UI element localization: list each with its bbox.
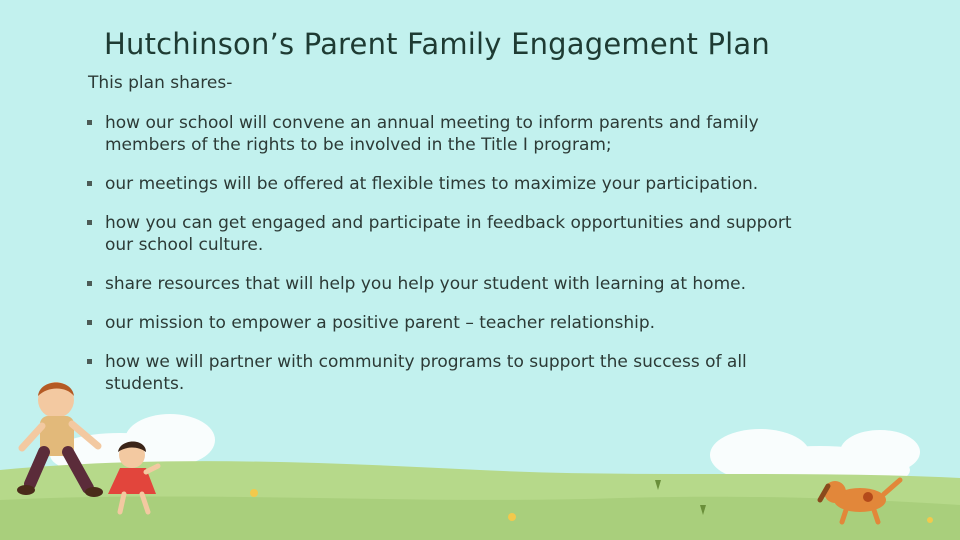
- bullet-icon: [87, 220, 92, 225]
- slide-title: Hutchinson’s Parent Family Engagement Plan: [104, 27, 770, 61]
- list-item: [86, 212, 816, 256]
- list-item: [86, 351, 816, 395]
- bullet-text: our mission to empower a positive parent – teacher relationship.: [105, 313, 656, 333]
- bullet-text: our meetings will be offered at flexible times to maximize your participation.: [105, 174, 759, 194]
- bullet-icon: [87, 281, 92, 286]
- bullet-list: [86, 112, 816, 412]
- bullet-text: how our school will convene an annual meeting to inform parents and family members of the rights to be involved in the Title I program;: [105, 113, 759, 155]
- bullet-icon: [87, 359, 92, 364]
- intro-text: This plan shares-: [88, 73, 233, 93]
- bullet-text: share resources that will help you help your student with learning at home.: [105, 274, 746, 294]
- list-item: [86, 173, 816, 195]
- bullet-icon: [87, 181, 92, 186]
- bullet-text: how you can get engaged and participate in feedback opportunities and support our school culture.: [105, 213, 792, 255]
- bullet-text: how we will partner with community programs to support the success of all students.: [105, 352, 747, 394]
- list-item: [86, 273, 816, 295]
- list-item: [86, 312, 816, 334]
- list-item: [86, 112, 816, 156]
- bullet-icon: [87, 320, 92, 325]
- bullet-icon: [87, 120, 92, 125]
